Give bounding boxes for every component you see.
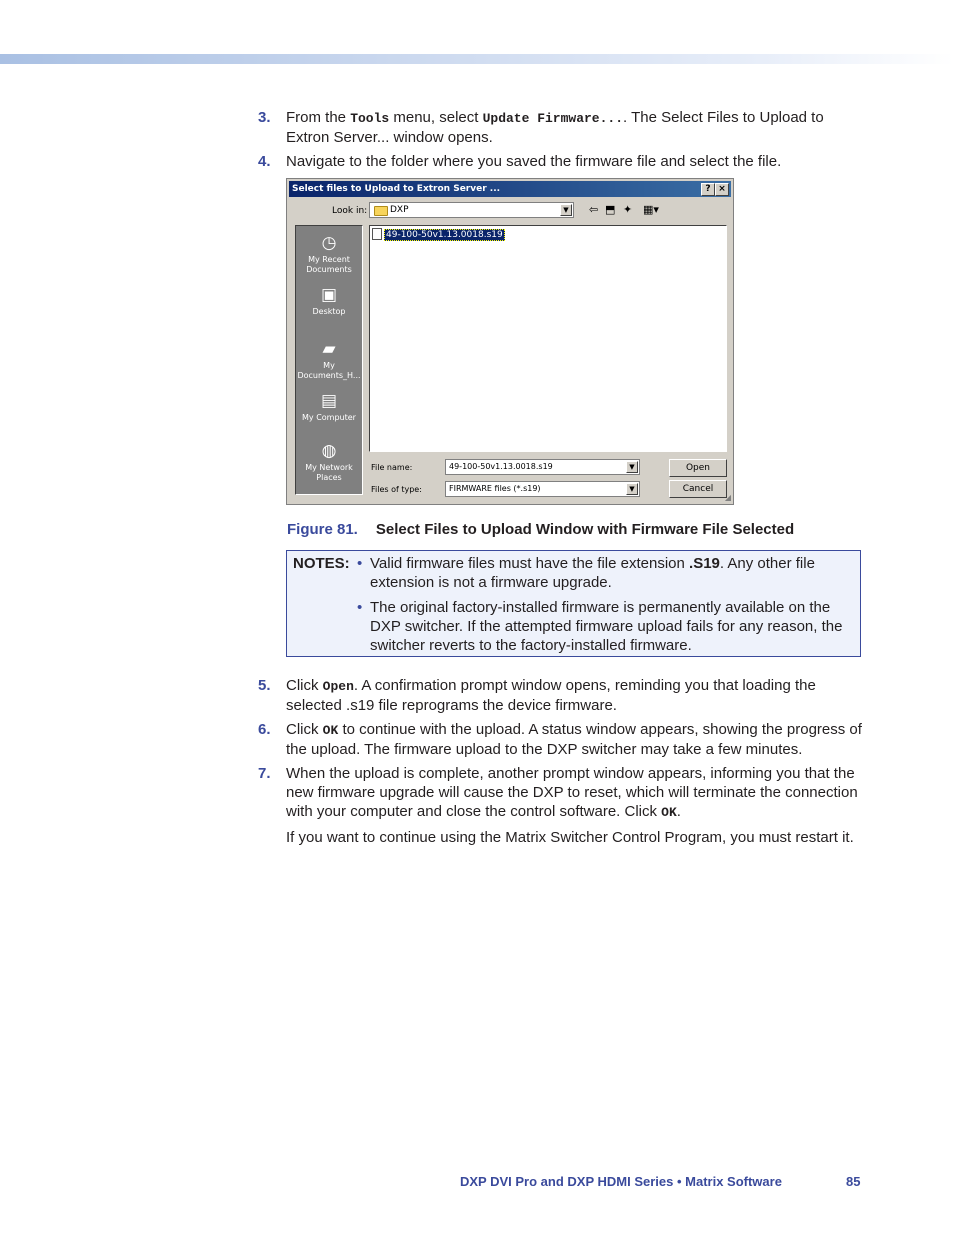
step-number: 7. [258,765,271,782]
step-number: 6. [258,721,271,738]
step-text: Navigate to the folder where you saved the firmware file and select the file. [286,153,782,170]
bullet: • [357,599,363,616]
places-bar [295,225,363,495]
command-name: Open [322,679,354,694]
figure-caption [287,520,794,539]
step-7 [258,764,862,822]
note-text: Valid firmware files must have the file extension [370,555,690,572]
file-type-dropdown[interactable] [445,481,640,497]
up-folder-icon[interactable]: ⬒ [605,203,616,216]
header-band [0,54,954,64]
note-text: The original factory-installed firmware is permanently available on the DXP switcher. If the attempted firmware upload fails for any reason, the switcher reverts to the factory-installed firmware. [370,599,843,654]
step-number: 4. [258,153,271,170]
note-item [357,598,860,655]
step-text: . [676,803,681,820]
folder-icon [374,206,388,216]
resize-grip-icon[interactable]: ◢ [724,493,731,502]
close-button[interactable]: × [715,183,729,196]
figure-number: Figure 81. [287,521,358,538]
file-list[interactable] [369,225,727,452]
place-label: My Recent Documents [306,255,352,274]
place-my-network[interactable] [296,440,362,483]
dialog-title: Select files to Upload to Extron Server ... [292,184,501,194]
place-recent-documents[interactable] [296,232,362,275]
place-label: My Documents_H... [297,361,361,380]
notes-box [286,550,861,657]
back-icon[interactable]: ⇦ [589,203,599,216]
step-3 [258,108,862,147]
file-name: 49-100-50v1.13.0018.s19 [386,229,503,240]
command-name: OK [322,723,339,738]
step-number: 5. [258,677,271,694]
view-menu-icon[interactable]: ▦▾ [643,203,659,216]
file-name-label: File name: [371,463,413,472]
file-type-value: FIRMWARE files (*.s19) [449,484,541,493]
network-icon: ◍ [321,441,337,461]
page-number: 85 [846,1174,861,1189]
documents-folder-icon: ▰ [322,339,336,359]
look-in-value: DXP [390,205,409,215]
menu-name: Tools [350,111,390,126]
command-name: Update Firmware... [482,111,624,126]
new-folder-icon[interactable]: ✦ [623,203,633,216]
place-my-computer[interactable] [296,390,362,423]
file-type-label: Files of type: [371,485,422,494]
step-text: Click [286,721,323,738]
step-6 [258,720,862,759]
list-item[interactable] [372,228,505,241]
step-number: 3. [258,109,271,126]
chevron-down-icon[interactable]: ▼ [626,483,638,495]
chevron-down-icon[interactable]: ▼ [626,461,638,473]
chevron-down-icon[interactable]: ▼ [560,204,572,216]
file-extension: .S19 [689,555,720,572]
step-text: Click [286,677,323,694]
dialog-titlebar [289,181,731,197]
computer-icon: ▤ [320,391,338,411]
step-text: menu, select [389,109,483,126]
open-button[interactable]: Open [669,459,727,477]
place-label: My Computer [302,413,356,422]
place-label: My Network Places [305,463,353,482]
place-label: Desktop [312,307,346,316]
bullet: • [357,555,363,572]
desktop-icon: ▣ [320,285,338,305]
step-text: From the [286,109,351,126]
note-item [357,554,860,592]
file-name-input[interactable] [445,459,640,475]
cancel-button[interactable]: Cancel [669,480,727,498]
place-my-documents[interactable] [296,338,362,381]
restart-note: If you want to continue using the Matrix Switcher Control Program, you must restart it. [286,829,854,846]
place-desktop[interactable] [296,284,362,317]
footer-title: DXP DVI Pro and DXP HDMI Series • Matrix Software [460,1174,782,1189]
help-button[interactable]: ? [701,183,715,196]
step-text: . A confirmation prompt window opens, reminding you that loading the selected .s19 file reprograms the device firmware. [286,677,816,714]
command-name: OK [661,805,677,820]
figure-title: Select Files to Upload Window with Firmware File Selected [375,521,795,538]
look-in-label: Look in: [332,206,368,216]
look-in-dropdown[interactable] [369,202,574,218]
step-5 [258,676,862,715]
step-text: to continue with the upload. A status window appears, showing the progress of the upload. The firmware upload to the DXP switcher may take a few minutes. [286,721,862,758]
notes-label: NOTES: [293,555,350,572]
file-icon [372,228,382,240]
file-name-value: 49-100-50v1.13.0018.s19 [449,462,553,471]
clock-icon: ◷ [321,233,337,253]
step-4 [258,152,862,171]
step-text: . The Select Files to Upload to Extron Server... window opens. [286,109,824,146]
step-text: When the upload is complete, another prompt window appears, informing you that the new firmware upgrade will cause the DXP to reset, which will terminate the connection with your computer and close the control software. Click [286,765,858,820]
note-text: . Any other file extension is not a firmware upgrade. [370,555,815,591]
select-files-dialog [286,178,734,505]
